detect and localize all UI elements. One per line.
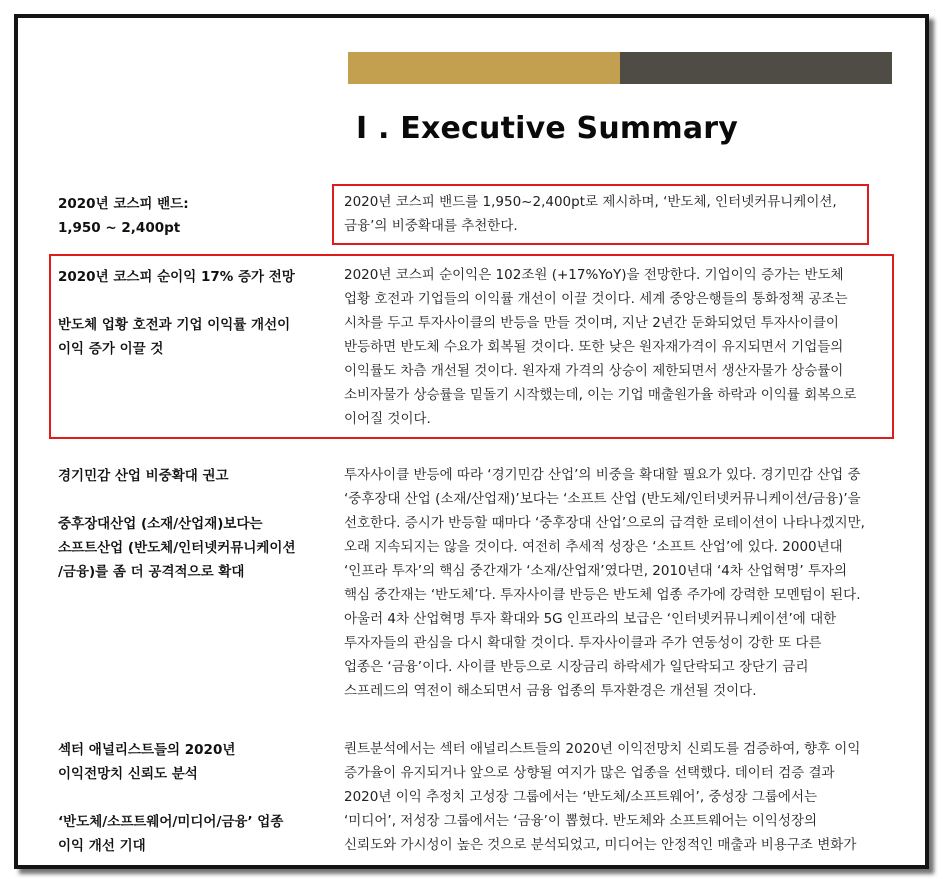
body-line: 핵심 중간재는 ‘반도체’다. 투자사이클 반등은 반도체 업종 주가에 강력한 모멘텀이 된다.	[344, 587, 861, 603]
body-line: 퀀트분석에서는 섹터 애널리스트들의 2020년 이익전망치 신뢰도를 검증하여, 향후 이익	[344, 741, 861, 757]
body-line: 선호한다. 증시가 반등할 때마다 ‘중후장대 산업’으로의 급격한 로테이션이 나타나겠지만,	[344, 515, 865, 531]
body-line: 신뢰도와 가시성이 높은 것으로 분석되었고, 미디어는 안정적인 매출과 비용구조 변화가	[344, 837, 857, 853]
heading-line: 2020년 코스피 밴드:	[58, 196, 189, 212]
body-line: 투자사이클 반등에 따라 ‘경기민감 산업’의 비중을 확대할 필요가 있다. 경기민감 산업 중	[344, 467, 861, 483]
body-line: 금융’의 비중확대를 추천한다.	[344, 218, 518, 234]
body-line: 아울러 4차 산업혁명 투자 확대와 5G 인프라의 보급은 ‘인터넷커뮤니케이션’에 대한	[344, 611, 837, 627]
body-line: 증가율이 유지되거나 앞으로 상향될 여지가 많은 업종을 선택했다. 데이터 검증 결과	[344, 765, 835, 781]
heading-line: 경기민감 산업 비중확대 권고	[58, 468, 229, 484]
body-line: 소비자물가 상승률을 밑돌기 시작했는데, 이는 기업 매출원가율 하락과 이익률 회복으로	[344, 387, 857, 403]
body-line: 시차를 두고 투자사이클의 반등을 만들 것이며, 지난 2년간 둔화되었던 투자사이클이	[344, 315, 839, 331]
heading-line: 1,950 ~ 2,400pt	[58, 220, 181, 236]
heading-line: 이익 증가 이끌 것	[58, 341, 164, 357]
heading-line: 반도체 업황 호전과 기업 이익률 개선이	[58, 317, 291, 333]
heading-line: 이익전망치 신뢰도 분석	[58, 766, 198, 782]
heading-line: 2020년 코스피 순이익 17% 증가 전망	[58, 269, 295, 285]
body-line: 이익률도 차츰 개선될 것이다. 원자재 가격의 상승이 제한되면서 생산자물가 상승률이	[344, 363, 844, 379]
section-heading	[58, 464, 328, 584]
header-band-dark	[620, 52, 892, 84]
header-band-gold	[348, 52, 620, 84]
heading-line: ‘반도체/소프트웨어/미디어/금융’ 업종	[58, 814, 284, 830]
section-body	[344, 463, 889, 703]
heading-line: 섹터 애널리스트들의 2020년	[58, 742, 236, 758]
highlight-box	[49, 254, 894, 439]
heading-line: 이익 개선 기대	[58, 838, 146, 854]
heading-line	[58, 786, 328, 810]
heading-line: /금융)를 좀 더 공격적으로 확대	[58, 564, 245, 580]
heading-line: 중후장대산업 (소재/산업재)보다는	[58, 516, 263, 532]
body-line: 업황 호전과 기업들의 이익률 개선이 이끌 것이다. 세계 중앙은행들의 통화정책 공조는	[344, 291, 848, 307]
body-line: 투자자들의 관심을 다시 확대할 것이다. 투자사이클과 주가 연동성이 강한 또 다른	[344, 635, 822, 651]
heading-line	[58, 488, 328, 512]
body-line: 스프레드의 역전이 해소되면서 금융 업종의 투자환경은 개선될 것이다.	[344, 683, 757, 699]
body-line: 반등하면 반도체 수요가 회복될 것이다. 또한 낮은 원자재가격이 유지되면서 기업들의	[344, 339, 844, 355]
body-line: 오래 지속되지는 않을 것이다. 여전히 추세적 성장은 ‘소프트 산업’에 있다. 2000년대	[344, 539, 843, 555]
body-line: 이어질 것이다.	[344, 411, 431, 427]
highlight-box	[332, 184, 869, 245]
body-line: ‘미디어’, 저성장 그룹에서는 ‘금융’이 뽑혔다. 반도체와 소프트웨어는 이익성장의	[344, 813, 818, 829]
body-line: 2020년 코스피 밴드를 1,950~2,400pt로 제시하며, ‘반도체, 인터넷커뮤니케이션,	[344, 194, 837, 210]
section-heading	[58, 738, 328, 858]
section-body	[344, 737, 889, 857]
body-line: 2020년 코스피 순이익은 102조원 (+17%YoY)을 전망한다. 기업이익 증가는 반도체	[344, 267, 844, 283]
heading-line: 소프트산업 (반도체/인터넷커뮤니케이션	[58, 540, 296, 556]
body-line: ‘인프라 투자’의 핵심 중간재가 ‘소재/산업재’였다면, 2010년대 ‘4차 산업혁명’ 투자의	[344, 563, 848, 579]
section-heading	[58, 192, 328, 240]
body-line: 업종은 ‘금융’이다. 사이클 반등으로 시장금리 하락세가 일단락되고 장단기 금리	[344, 659, 809, 675]
body-line: 2020년 이익 추정치 고성장 그룹에서는 ‘반도체/소프트웨어’, 중성장 그룹에서는	[344, 789, 818, 805]
body-line: ‘중후장대 산업 (소재/산업재)’보다는 ‘소프트 산업 (반도체/인터넷커뮤니케이션/금융)’을	[344, 491, 861, 507]
report-page	[14, 14, 929, 869]
page-title: I . Executive Summary	[356, 111, 739, 146]
